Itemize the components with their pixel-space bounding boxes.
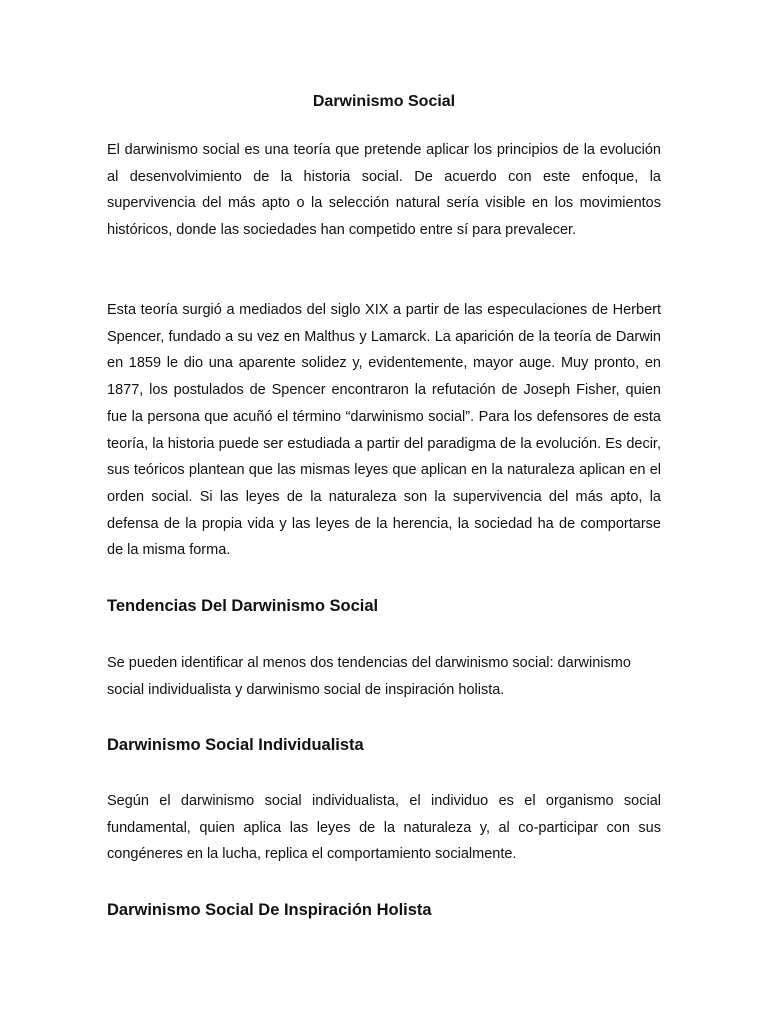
document-title: Darwinismo Social [312,93,456,110]
section-heading-holista: Darwinismo Social De Inspiración Holista [107,901,432,919]
intro-paragraph: El darwinismo social es una teoría que pretende aplicar los principios de la evolución al desenvolvimiento de la historia social. De acuerdo con este enfoque, la supervivencia del más apto o la selección natural sería visible en los movimientos históricos, donde las sociedades han competido entre sí para prevalecer. [107,142,661,239]
section-text-tendencias: Se pueden identificar al menos dos tendencias del darwinismo social: darwinismo social individualista y darwinismo social de inspiración holista. [107,655,631,698]
section-heading-individualista: Darwinismo Social Individualista [107,736,364,754]
history-paragraph: Esta teoría surgió a mediados del siglo XIX a partir de las especulaciones de Herbert Spencer, fundado a su vez en Malthus y Lamarck. La aparición de la teoría de Darwin en 1859 le dio una aparente solidez y, evidentemente, mayor auge. Muy pronto, en 1877, los postulados de Spencer encontraron la refutación de Joseph Fisher, quien fue la persona que acuñó el término “darwinismo social”. Para los defensores de esta teoría, la historia puede ser estudiada a partir del paradigma de la evolución. Es decir, sus teóricos plantean que las mismas leyes que aplican en la naturaleza aplican en el orden social. Si las leyes de la naturaleza son la supervivencia del más apto, la defensa de la propia vida y las leyes de la herencia, la sociedad ha de comportarse de la misma forma. [107,302,661,559]
section-heading-tendencias: Tendencias Del Darwinismo Social [107,597,379,615]
section-text-individualista: Según el darwinismo social individualista, el individuo es el organismo social fundamental, quien aplica las leyes de la naturaleza y, al co-participar con sus congéneres en la lucha, replica el comportamiento socialmente. [107,793,661,863]
